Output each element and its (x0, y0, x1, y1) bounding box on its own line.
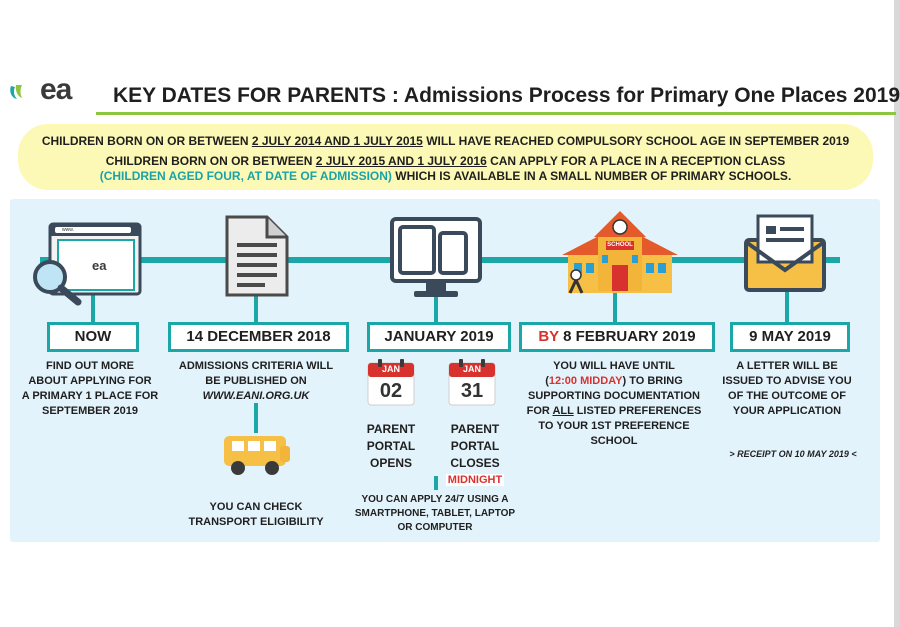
box-february: BY 8 FEBRUARY 2019 (519, 322, 715, 352)
notice-line-2: CHILDREN BORN ON OR BETWEEN 2 JULY 2015 AND 1 JULY 2016 CAN APPLY FOR A PLACE IN A RECEPTION CLASS (105, 154, 786, 168)
stem-may (785, 290, 789, 322)
browser-url-text: www. (62, 227, 74, 233)
school-icon (560, 205, 680, 295)
school-sign-text: SCHOOL (607, 242, 633, 248)
browser-search-icon (28, 222, 143, 312)
portal-opens-text: PARENT PORTAL OPENS (366, 422, 416, 470)
browser-logo-text: ea (92, 258, 107, 273)
apply-description: YOU CAN APPLY 24/7 USING A SMARTPHONE, TABLET, LAPTOP OR COMPUTER (354, 494, 516, 533)
cal2-month: JAN (462, 364, 481, 374)
box-may: 9 MAY 2019 (730, 322, 850, 352)
bus-icon (220, 432, 294, 478)
now-description: FIND OUT MORE ABOUT APPLYING FOR A PRIMARY 1 PLACE FOR SEPTEMBER 2019 (21, 360, 159, 417)
december-description: ADMISSIONS CRITERIA WILL BE PUBLISHED ON WWW.EANI.ORG.UK (170, 359, 342, 404)
stem-apply (434, 476, 438, 490)
midnight-label: MIDNIGHT (447, 474, 503, 486)
portal-closes-text: PARENT PORTAL CLOSES MIDNIGHT (440, 421, 510, 487)
devices-icon (388, 215, 484, 300)
page-title: KEY DATES FOR PARENTS : Admissions Process for Primary One Places 2019 (113, 84, 900, 107)
february-description: YOU WILL HAVE UNTIL (12:00 MIDDAY) TO BRING SUPPORTING DOCUMENTATION FOR ALL LISTED PREFERENCES TO YOUR 1ST PREFERENCE SCHOOL (526, 360, 702, 447)
title-divider (96, 112, 896, 115)
box-now: NOW (47, 322, 139, 352)
stem-december (254, 295, 258, 322)
logo-text: ea (40, 73, 72, 106)
receipt-note: > RECEIPT ON 10 MAY 2019 < (729, 449, 857, 459)
notice-line-1: CHILDREN BORN ON OR BETWEEN 2 JULY 2014 AND 1 JULY 2015 WILL HAVE REACHED COMPULSORY SCHOOL AGE IN SEPTEMBER 2019 (41, 134, 850, 148)
box-december: 14 DECEMBER 2018 (168, 322, 349, 352)
age-notice (18, 124, 873, 190)
notice-line-3: (CHILDREN AGED FOUR, AT DATE OF ADMISSION) WHICH IS AVAILABLE IN A SMALL NUMBER OF PRIMARY SCHOOLS. (99, 169, 792, 183)
document-icon (223, 215, 289, 297)
cal1-month: JAN (381, 364, 400, 374)
may-description: A LETTER WILL BE ISSUED TO ADVISE YOU OF THE OUTCOME OF YOUR APPLICATION (722, 360, 852, 417)
transport-description: YOU CAN CHECK TRANSPORT ELIGIBILITY (188, 501, 324, 528)
eani-website-link[interactable]: WWW.EANI.ORG.UK (202, 390, 310, 402)
stem-transport (254, 403, 258, 433)
envelope-icon (742, 212, 828, 294)
cal1-day: 02 (379, 380, 403, 402)
box-january: JANUARY 2019 (367, 322, 511, 352)
cal2-day: 31 (460, 380, 484, 402)
